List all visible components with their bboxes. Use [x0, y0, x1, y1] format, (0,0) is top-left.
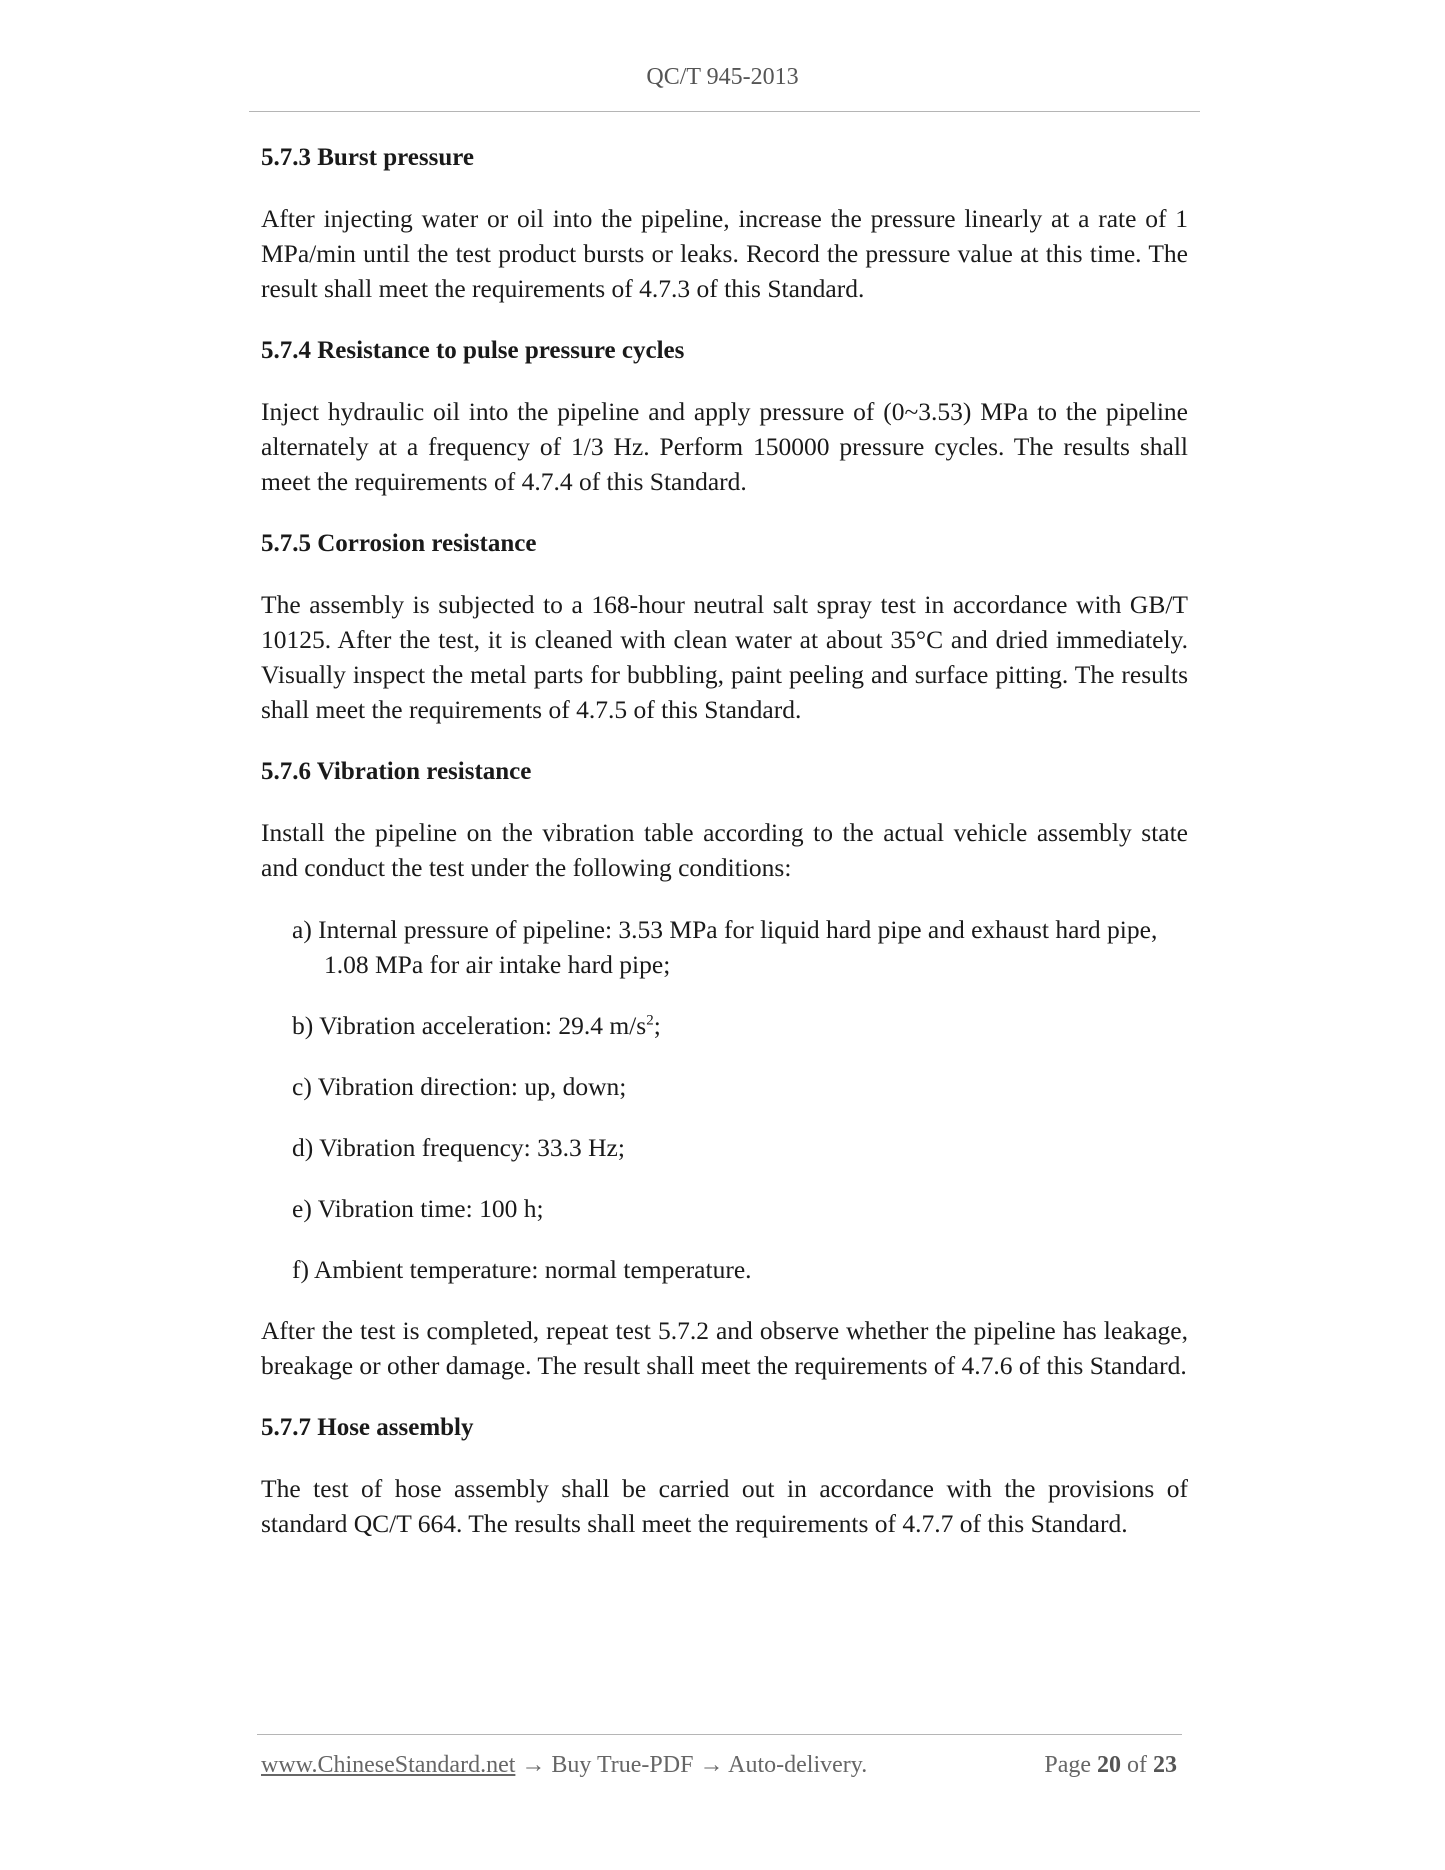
list-item: e) Vibration time: 100 h; — [292, 1194, 544, 1223]
arrow-icon: → — [699, 1752, 724, 1778]
buy-pdf-text: Buy True-PDF — [551, 1752, 694, 1778]
of-label: of — [1127, 1752, 1147, 1778]
list-item — [261, 1008, 1188, 1043]
list-item: f) Ambient temperature: normal temperature. — [292, 1255, 752, 1284]
total-pages: 23 — [1153, 1752, 1177, 1778]
list-item: d) Vibration frequency: 33.3 Hz; — [292, 1133, 625, 1162]
website-link[interactable]: www.ChineseStandard.net — [261, 1752, 516, 1778]
list-item: a) Internal pressure of pipeline: 3.53 MPa for liquid hard pipe and exhaust hard pipe, 1.08 MPa for air intake hard pipe; — [292, 915, 1158, 979]
section-paragraph: Install the pipeline on the vibration table according to the actual vehicle assembly state and conduct the test under the following conditions: — [261, 818, 1188, 882]
section-paragraph: The assembly is subjected to a 168-hour neutral salt spray test in accordance with GB/T 10125. After the test, it is cleaned with clean water at about 35°C and dried immediately. Visually inspect the metal parts for bubbling, paint peeling and surface pitting. The results shall meet the requirements of 4.7.5 of this Standard. — [261, 590, 1188, 724]
section-paragraph: Inject hydraulic oil into the pipeline and apply pressure of (0~3.53) MPa to the pipeline alternately at a frequency of 1/3 Hz. Perform 150000 pressure cycles. The results shall meet the requirements of 4.7.4 of this Standard. — [261, 397, 1188, 496]
section-title: 5.7.5 Corrosion resistance — [261, 530, 537, 557]
page-number — [1044, 1752, 1177, 1779]
section-title: 5.7.4 Resistance to pulse pressure cycles — [261, 337, 685, 364]
header-divider — [249, 111, 1200, 112]
footer-promo — [261, 1752, 867, 1779]
list-item: c) Vibration direction: up, down; — [292, 1072, 627, 1101]
current-page: 20 — [1097, 1752, 1121, 1778]
section-title: 5.7.6 Vibration resistance — [261, 758, 532, 785]
page-label: Page — [1044, 1752, 1091, 1778]
section-title: 5.7.3 Burst pressure — [261, 144, 474, 171]
superscript: 2 — [646, 1012, 654, 1029]
list-item-text: b) Vibration acceleration: 29.4 m/s — [292, 1011, 647, 1040]
section-paragraph: The test of hose assembly shall be carried out in accordance with the provisions of standard QC/T 664. The results shall meet the requirements of 4.7.7 of this Standard. — [261, 1474, 1188, 1538]
auto-delivery-text: Auto-delivery. — [728, 1752, 868, 1778]
section-paragraph: After injecting water or oil into the pipeline, increase the pressure linearly at a rate of 1 MPa/min until the test product bursts or leaks. Record the pressure value at this time. The result shall meet the requirements of 4.7.3 of this Standard. — [261, 204, 1188, 303]
document-code-header: QC/T 945-2013 — [646, 64, 799, 90]
document-body — [261, 140, 1188, 1541]
section-paragraph: After the test is completed, repeat test 5.7.2 and observe whether the pipeline has leakage, breakage or other damage. The result shall meet the requirements of 4.7.6 of this Standard. — [261, 1316, 1188, 1380]
footer-divider — [257, 1734, 1182, 1735]
list-item-end: ; — [653, 1011, 661, 1040]
arrow-icon: → — [521, 1752, 546, 1778]
test-conditions-list — [261, 912, 1188, 1287]
section-title: 5.7.7 Hose assembly — [261, 1414, 474, 1441]
